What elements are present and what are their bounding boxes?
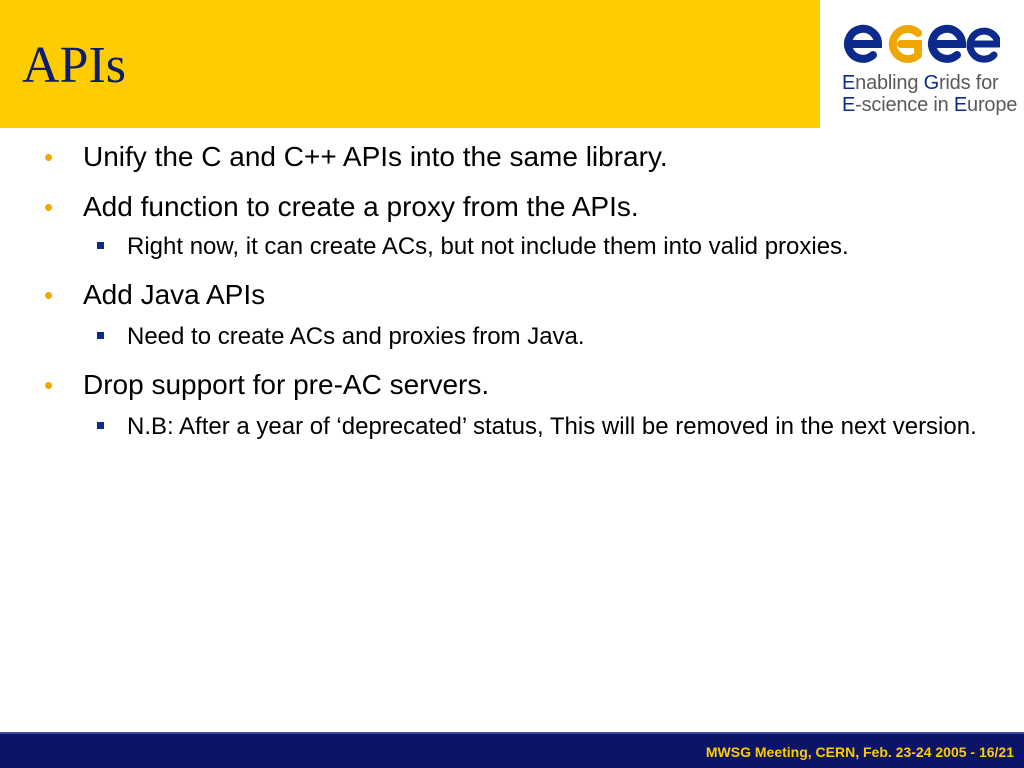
bullet-dot-icon: • [44, 142, 54, 172]
bullet-item [0, 140, 1024, 190]
logo-tagline-line2: E-science in Europe [842, 94, 1018, 116]
bullet-text: Add Java APIs [83, 279, 266, 310]
bullet-dot-icon: • [44, 280, 54, 310]
bullet-item [0, 190, 1024, 230]
bullet-text: Drop support for pre-AC servers. [83, 369, 490, 400]
egee-wordmark-icon [840, 20, 1000, 68]
bullet-text: Unify the C and C++ APIs into the same library. [83, 141, 668, 172]
logo-tagline-line1: Enabling Grids for [842, 72, 999, 94]
egee-logo [840, 20, 1018, 120]
square-bullet-icon [97, 332, 104, 339]
sub-bullet-text: Right now, it can create ACs, but not include them into valid proxies. [127, 233, 849, 260]
sub-bullet-text: Need to create ACs and proxies from Java. [127, 323, 585, 350]
bullet-item [0, 368, 1024, 410]
sub-bullet-item [0, 410, 1024, 482]
square-bullet-icon [97, 242, 104, 249]
bullet-text: Add function to create a proxy from the APIs. [83, 191, 639, 222]
footer-text: MWSG Meeting, CERN, Feb. 23-24 2005 - 16/21 [705, 744, 1014, 760]
header-band [0, 0, 820, 128]
sub-bullet-text: N.B: After a year of ‘deprecated’ status, This will be removed in the next version. [127, 413, 977, 440]
sub-bullet-item [0, 320, 1024, 368]
bullet-dot-icon: • [44, 192, 54, 222]
sub-bullet-item [0, 230, 1024, 278]
bullet-list [0, 140, 1024, 482]
footer-bar [0, 732, 1024, 768]
slide-title: APIs [22, 37, 127, 94]
square-bullet-icon [97, 422, 104, 429]
bullet-item [0, 278, 1024, 320]
bullet-dot-icon: • [44, 370, 54, 400]
